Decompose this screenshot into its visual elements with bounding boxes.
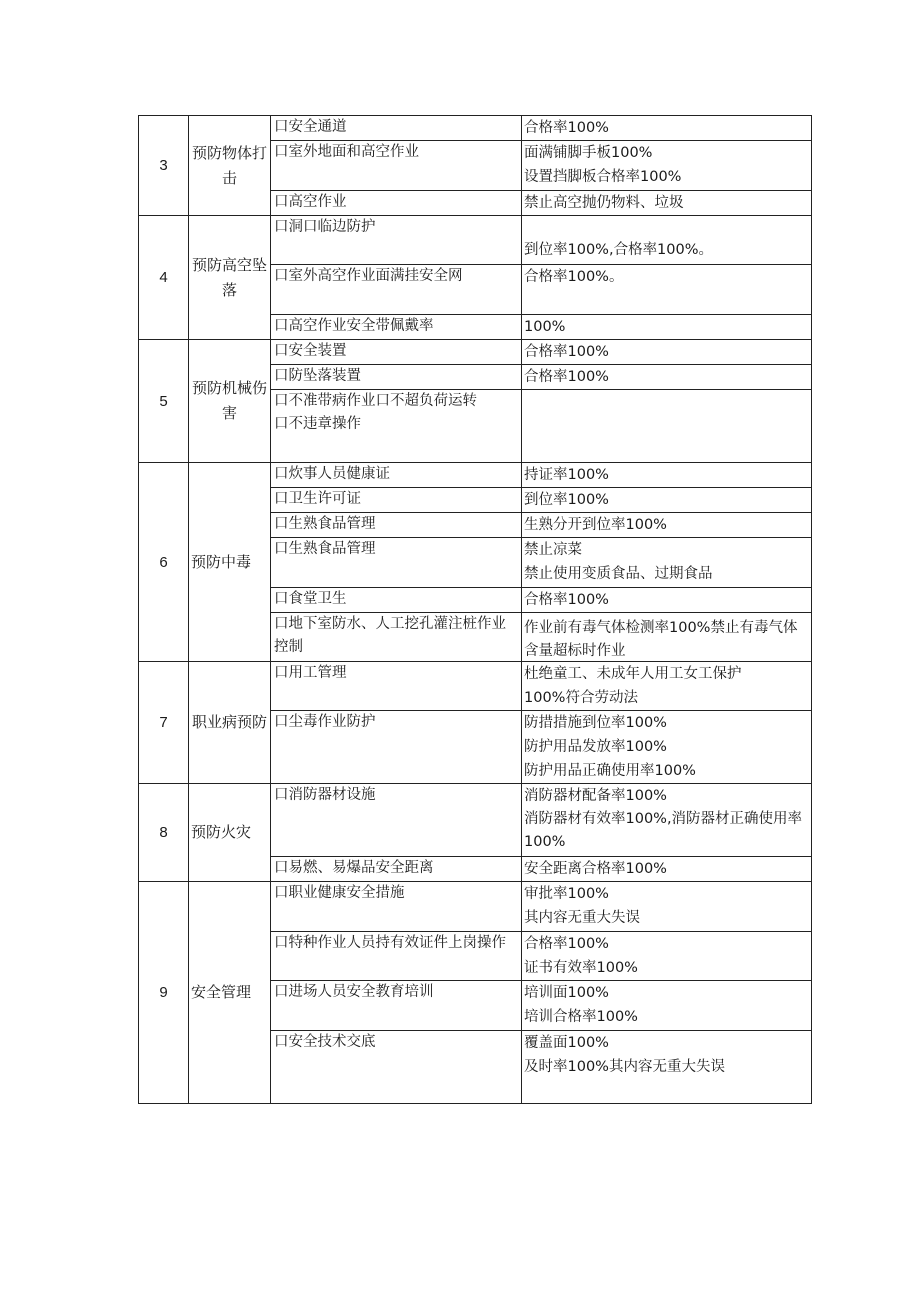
check-item: 口室外高空作业面满挂安全网 — [271, 265, 522, 315]
standard-cell: 作业前有毒气体检测率100%禁止有毒气体含量超标时作业 — [522, 613, 812, 662]
check-item: 口高空作业 — [271, 191, 522, 216]
table-row — [139, 116, 812, 141]
check-item: 口易燃、易爆品安全距离 — [271, 857, 522, 882]
section-number: 5 — [139, 340, 189, 463]
check-item: 口卫生许可证 — [271, 488, 522, 513]
section-number: 7 — [139, 662, 189, 784]
section-category: 预防物体打击 — [189, 116, 271, 216]
section-number: 3 — [139, 116, 189, 216]
standard-cell: 持证率100% — [522, 463, 812, 488]
check-item: 口室外地面和高空作业 — [271, 141, 522, 191]
standard-cell: 合格率100% 证书有效率100% — [522, 932, 812, 981]
standard-cell: 生熟分开到位率100% — [522, 513, 812, 538]
standard-cell: 合格率100% — [522, 340, 812, 365]
check-item: 口职业健康安全措施 — [271, 882, 522, 932]
section-number: 9 — [139, 882, 189, 1104]
standard-cell: 审批率100% 其内容无重大失误 — [522, 882, 812, 932]
table-row — [139, 784, 812, 857]
standard-cell: 100% — [522, 315, 812, 340]
section-category: 预防中毒 — [189, 463, 271, 662]
standard-cell: 合格率100%。 — [522, 265, 812, 315]
standard-cell: 安全距离合格率100% — [522, 857, 812, 882]
check-item: 口特种作业人员持有效证件上岗操作 — [271, 932, 522, 981]
standard-cell: 合格率100% — [522, 588, 812, 613]
section-number: 4 — [139, 216, 189, 340]
check-item: 口安全装置 — [271, 340, 522, 365]
check-item: 口消防器材设施 — [271, 784, 522, 857]
standard-cell: 到位率100% — [522, 488, 812, 513]
standard-cell: 到位率100%,合格率100%。 — [522, 216, 812, 265]
table-row — [139, 340, 812, 365]
section-category: 安全管理 — [189, 882, 271, 1104]
standard-cell: 禁止凉菜 禁止使用变质食品、过期食品 — [522, 538, 812, 588]
check-item: 口高空作业安全带佩戴率 — [271, 315, 522, 340]
check-item: 口洞口临边防护 — [271, 216, 522, 265]
standard-cell — [522, 390, 812, 463]
standard-cell: 面满铺脚手板100% 设置挡脚板合格率100% — [522, 141, 812, 191]
table-row — [139, 882, 812, 932]
standard-cell: 合格率100% — [522, 116, 812, 141]
standard-cell: 合格率100% — [522, 365, 812, 390]
standard-cell: 覆盖面100% 及时率100%其内容无重大失误 — [522, 1031, 812, 1104]
section-category: 预防火灾 — [189, 784, 271, 882]
check-item: 口不准带病作业口不超负荷运转 口不违章操作 — [271, 390, 522, 463]
section-category: 预防机械伤害 — [189, 340, 271, 463]
check-item: 口安全通道 — [271, 116, 522, 141]
safety-standards-table — [138, 115, 812, 1104]
check-item: 口进场人员安全教育培训 — [271, 981, 522, 1031]
check-item: 口生熟食品管理 — [271, 513, 522, 538]
table-row — [139, 662, 812, 711]
standard-cell: 杜绝童工、未成年人用工女工保护 100%符合劳动法 — [522, 662, 812, 711]
table-row — [139, 216, 812, 265]
section-category: 预防高空坠落 — [189, 216, 271, 340]
section-category: 职业病预防 — [189, 662, 271, 784]
standard-cell: 防措措施到位率100% 防护用品发放率100% 防护用品正确使用率100% — [522, 711, 812, 784]
check-item: 口食堂卫生 — [271, 588, 522, 613]
standard-cell: 禁止高空抛仍物料、垃圾 — [522, 191, 812, 216]
section-number: 8 — [139, 784, 189, 882]
check-item: 口地下室防水、人工挖孔灌注桩作业控制 — [271, 613, 522, 662]
check-item: 口用工管理 — [271, 662, 522, 711]
check-item: 口生熟食品管理 — [271, 538, 522, 588]
check-item: 口防坠落装置 — [271, 365, 522, 390]
table-row — [139, 463, 812, 488]
section-number: 6 — [139, 463, 189, 662]
check-item: 口炊事人员健康证 — [271, 463, 522, 488]
standard-cell: 培训面100% 培训合格率100% — [522, 981, 812, 1031]
check-item: 口安全技术交底 — [271, 1031, 522, 1104]
standard-cell: 消防器材配备率100% 消防器材有效率100%,消防器材正确使用率100% — [522, 784, 812, 857]
check-item: 口尘毒作业防护 — [271, 711, 522, 784]
